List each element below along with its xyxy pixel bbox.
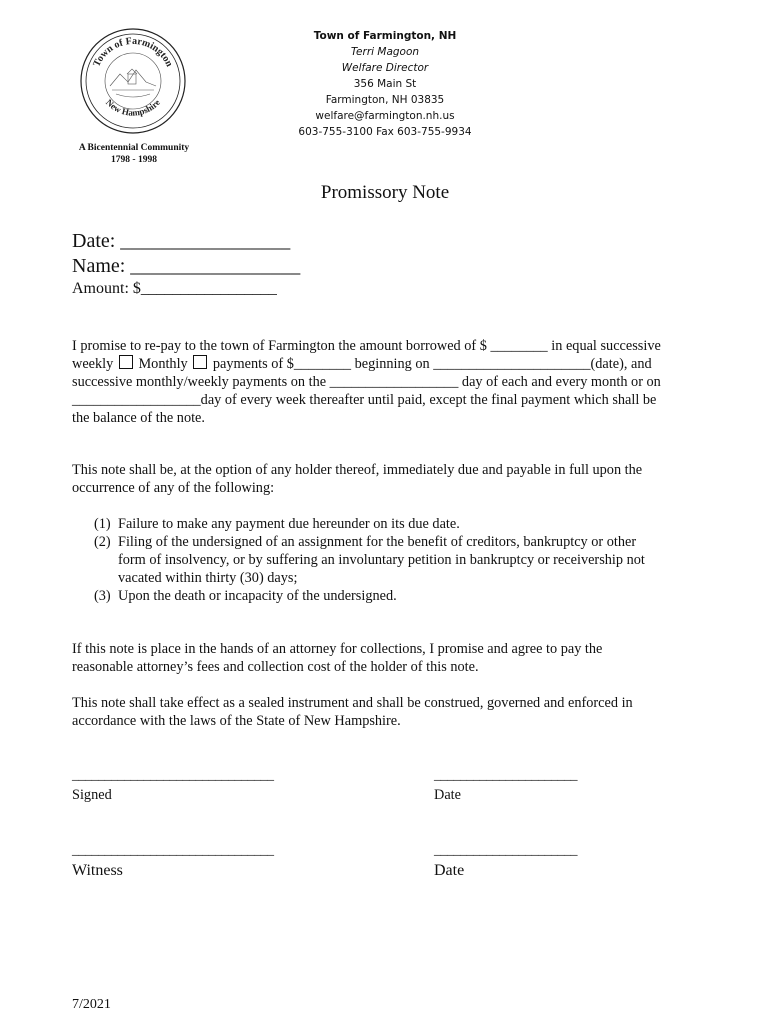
svg-text:Town of Farmington: Town of Farmington (91, 35, 175, 69)
conditions-list (94, 515, 714, 605)
list-text-line: Filing of the undersigned of an assignment for the benefit of creditors, bankruptcy or other (118, 534, 637, 550)
paragraph-line: I promise to re-pay to the town of Farmington the amount borrowed of $ ________ in equal successive (72, 338, 661, 354)
witness-signature-line[interactable]: _______________________________ (72, 843, 274, 858)
paragraph-line: reasonable attorney’s fees and collection cost of the holder of this note. (72, 659, 479, 675)
paragraph-line (72, 355, 702, 373)
signed-date-line[interactable]: ______________________ (434, 768, 577, 783)
paragraph-line: successive monthly/weekly payments on the __________________ day of each and every month or on (72, 374, 661, 390)
list-text-line: vacated within thirty (30) days; (118, 570, 298, 586)
paragraph-line: accordance with the laws of the State of New Hampshire. (72, 713, 401, 729)
name-field[interactable]: Name: _________________ (72, 255, 301, 277)
monthly-label: Monthly (138, 356, 188, 372)
letterhead-contact-name: Terri Magoon (350, 46, 420, 58)
paragraph-line: If this note is place in the hands of an attorney for collections, I promise and agree to pay the (72, 641, 603, 657)
signed-label: Signed (72, 787, 112, 803)
list-text-line: form of insolvency, or by suffering an involuntary petition in bankruptcy or receivership not (118, 552, 645, 568)
witness-label: Witness (72, 862, 123, 879)
weekly-label: weekly (72, 356, 114, 372)
letterhead-city: Farmington, NH 03835 (325, 94, 445, 106)
revision-date: 7/2021 (72, 997, 111, 1012)
list-text: Upon the death or incapacity of the undersigned. (118, 588, 397, 604)
paragraph-line: __________________day of every week thereafter until paid, except the final payment which shall be (72, 392, 657, 408)
document-title: Promissory Note (320, 182, 450, 203)
governing-law-paragraph (72, 694, 702, 730)
amount-field[interactable]: Amount: $_________________ (72, 280, 277, 297)
letterhead-contact-title: Welfare Director (341, 62, 429, 74)
witness-date-line[interactable]: ______________________ (434, 843, 577, 858)
list-number: (2) (94, 534, 111, 550)
date-field[interactable]: Date: _________________ (72, 230, 291, 252)
letterhead-town: Town of Farmington, NH (313, 30, 457, 42)
due-clause-paragraph (72, 461, 702, 497)
list-item (94, 587, 714, 605)
paragraph-line: This note shall take effect as a sealed instrument and shall be construed, governed and enforced in (72, 695, 633, 711)
town-seal-logo (78, 26, 188, 136)
svg-text:New Hampshire: New Hampshire (104, 97, 162, 118)
letterhead-street: 356 Main St (353, 78, 417, 90)
letterhead (270, 28, 500, 140)
monthly-checkbox[interactable] (193, 355, 207, 369)
date-label: Date (434, 787, 461, 803)
witness-date-label: Date (434, 862, 465, 879)
letterhead-email: welfare@farmington.nh.us (315, 110, 455, 122)
list-item (94, 533, 714, 587)
paragraph-line: the balance of the note. (72, 410, 205, 426)
repayment-paragraph (72, 337, 702, 427)
list-number: (1) (94, 516, 111, 532)
list-item (94, 515, 714, 533)
payments-text: payments of $________ beginning on ______________________(date), and (212, 356, 652, 372)
letterhead-phone: 603-755-3100 Fax 603-755-9934 (298, 126, 472, 138)
list-number: (3) (94, 588, 111, 604)
community-line: A Bicentennial Community (78, 143, 190, 153)
paragraph-line: This note shall be, at the option of any holder thereof, immediately due and payable in full upon the (72, 462, 643, 478)
list-text (118, 533, 645, 587)
community-years: 1798 - 1998 (111, 155, 157, 165)
paragraph-line: occurrence of any of the following: (72, 480, 275, 496)
list-text: Failure to make any payment due hereunder on its due date. (118, 516, 460, 532)
community-caption (62, 142, 206, 166)
attorney-fees-paragraph (72, 640, 702, 676)
weekly-checkbox[interactable] (119, 355, 133, 369)
signed-signature-line[interactable]: _______________________________ (72, 768, 274, 783)
